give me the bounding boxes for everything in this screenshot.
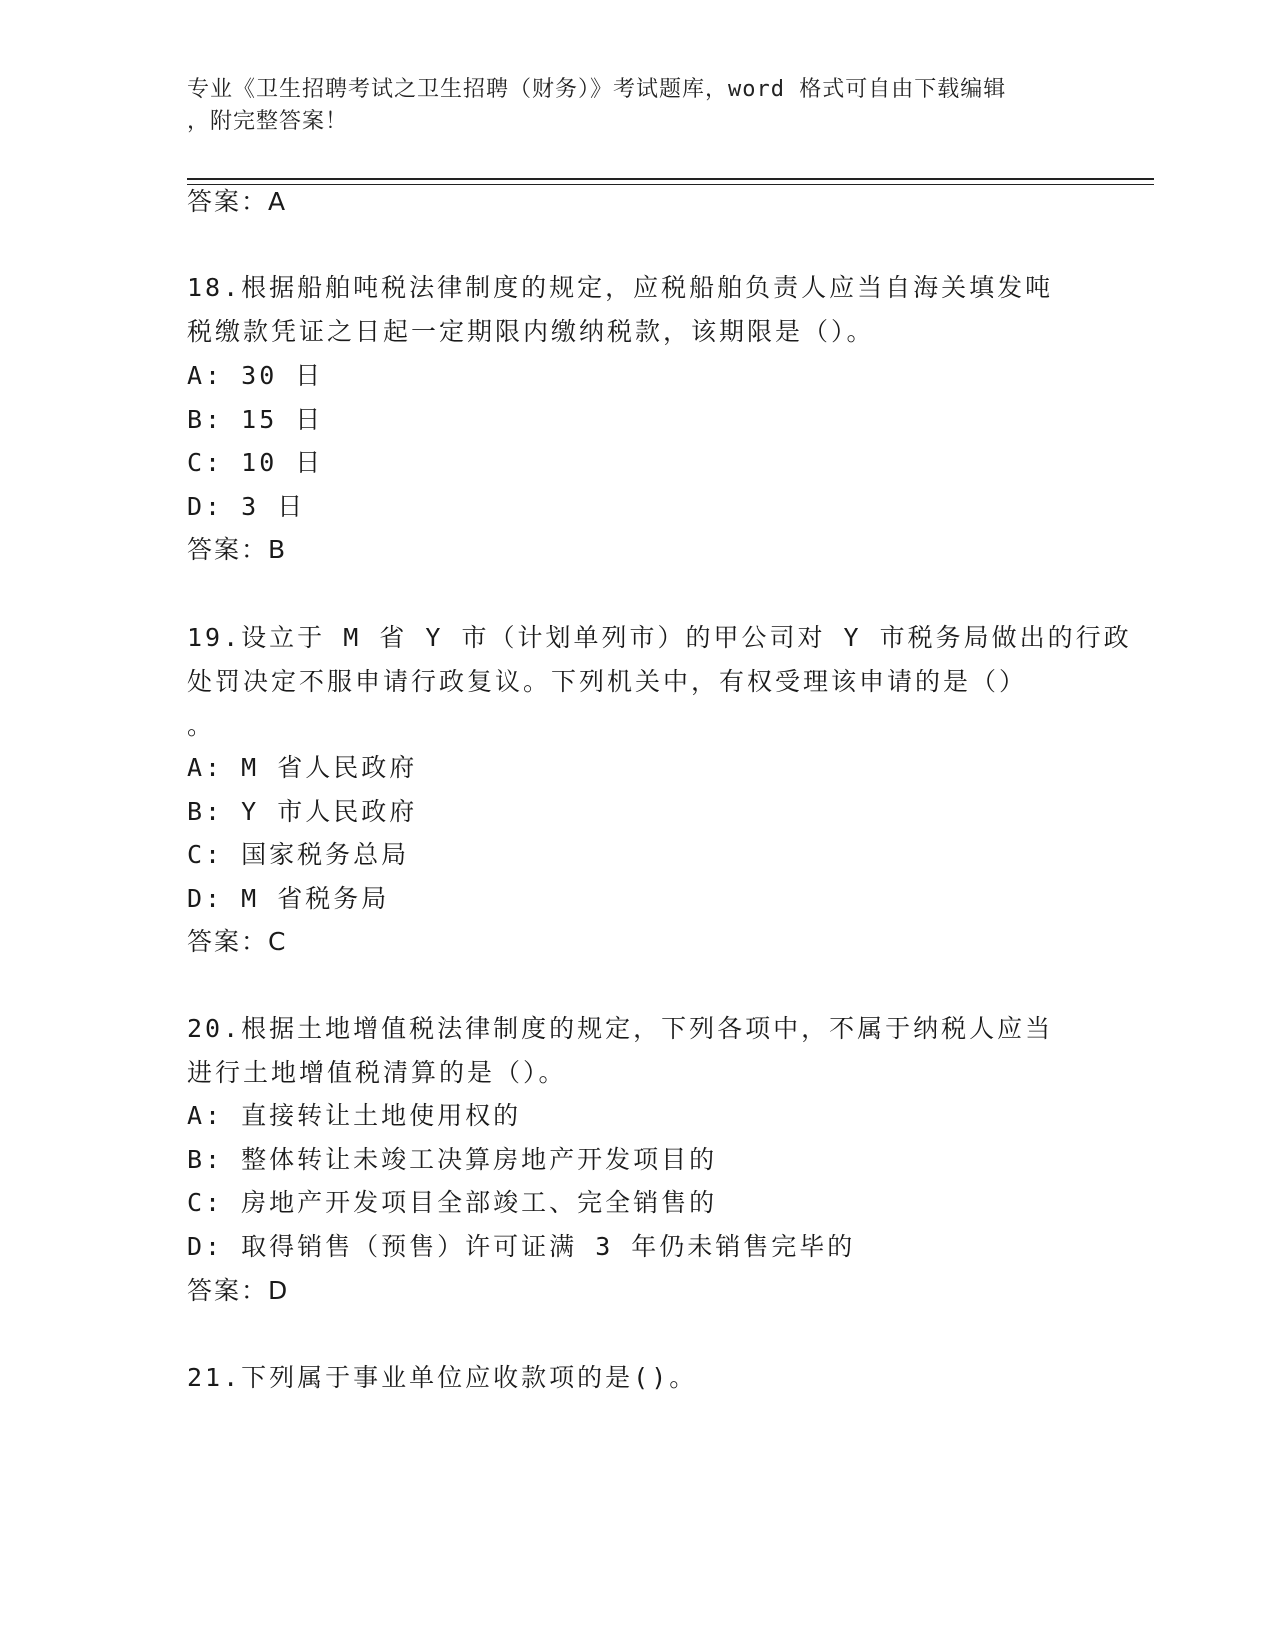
answer-17: 答案：A [187, 187, 288, 216]
q20-option-a: A: 直接转让土地使用权的 [187, 1101, 522, 1130]
q19-stem-line-1: 19.设立于 M 省 Y 市（计划单列市）的甲公司对 Y 市税务局做出的行政 [187, 623, 1132, 652]
q19-option-b: B: Y 市人民政府 [187, 797, 418, 826]
q20-stem-line-2: 进行土地增值税清算的是（）。 [187, 1058, 567, 1087]
q18-answer: 答案：B [187, 535, 288, 564]
q20-answer: 答案：D [187, 1276, 290, 1305]
q19-option-c: C: 国家税务总局 [187, 840, 410, 869]
header-divider-thick [187, 178, 1154, 180]
q20-stem-line-1: 20.根据土地增值税法律制度的规定，下列各项中，不属于纳税人应当 [187, 1014, 1054, 1043]
q20-option-c: C: 房地产开发项目全部竣工、完全销售的 [187, 1188, 718, 1217]
q18-option-a: A: 30 日 [187, 361, 324, 390]
q18-option-c: C: 10 日 [187, 448, 324, 477]
q18-stem-line-1: 18.根据船舶吨税法律制度的规定，应税船舶负责人应当自海关填发吨 [187, 273, 1054, 302]
q21-stem-line-1: 21.下列属于事业单位应收款项的是()。 [187, 1363, 698, 1392]
q19-option-a: A: M 省人民政府 [187, 753, 418, 782]
q19-option-d: D: M 省税务局 [187, 884, 390, 913]
q18-stem-line-2: 税缴款凭证之日起一定期限内缴纳税款，该期限是（）。 [187, 317, 875, 346]
header-divider-thin [187, 184, 1154, 185]
q20-option-d: D: 取得销售（预售）许可证满 3 年仍未销售完毕的 [187, 1232, 856, 1261]
q19-answer: 答案：C [187, 927, 288, 956]
q18-option-d: D: 3 日 [187, 492, 306, 521]
q19-stem-line-2: 处罚决定不服申请行政复议。下列机关中，有权受理该申请的是（） [187, 667, 1028, 696]
header-line-1: 专业《卫生招聘考试之卫生招聘（财务）》考试题库，word 格式可自由下载编辑 [187, 77, 1007, 102]
q19-stem-line-3: 。 [187, 711, 216, 740]
header-line-2: ，附完整答案！ [187, 109, 349, 134]
q20-option-b: B: 整体转让未竣工决算房地产开发项目的 [187, 1145, 718, 1174]
q18-option-b: B: 15 日 [187, 405, 324, 434]
document-header [187, 74, 1067, 138]
